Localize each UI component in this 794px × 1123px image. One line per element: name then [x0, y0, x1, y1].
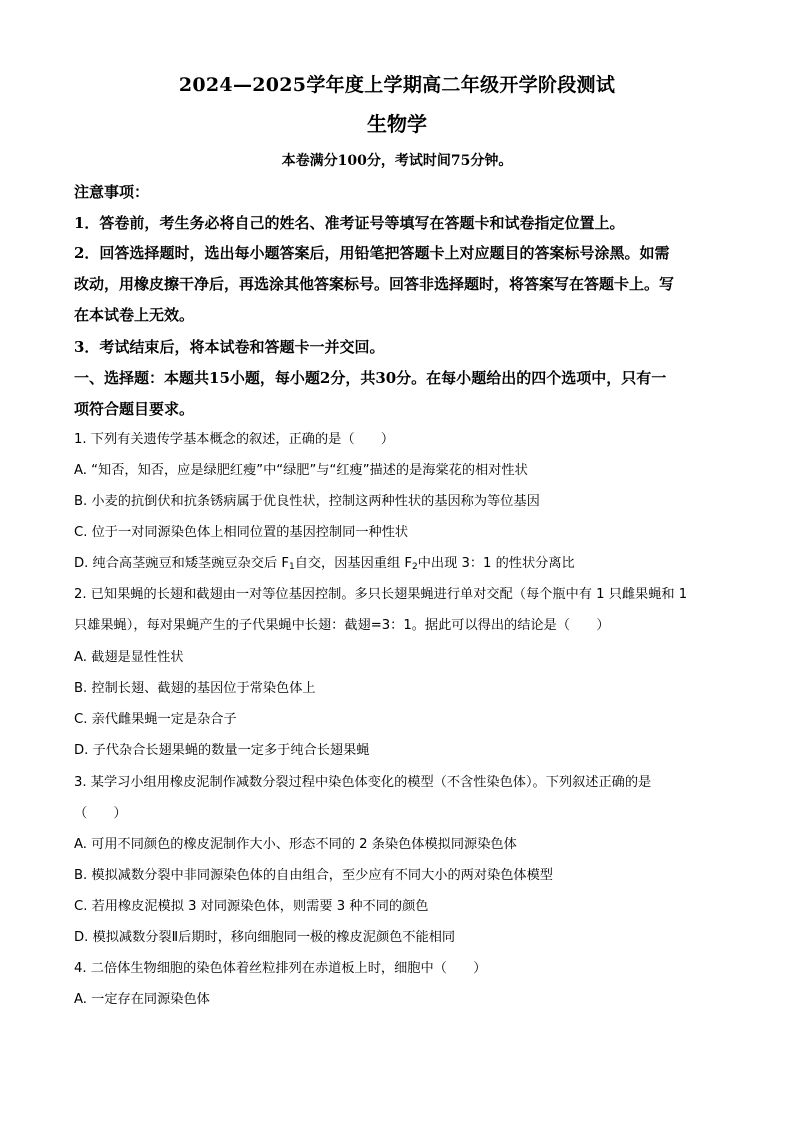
subject-title: 生物学: [367, 112, 427, 136]
question-3-stem: 3. 某学习小组用橡皮泥制作减数分裂过程中染色体变化的模型（不含性染色体）。下列叙述正确的是: [74, 775, 652, 790]
option-d-text-1: D. 纯合高茎豌豆和矮茎豌豆杂交后 F: [74, 556, 289, 571]
note-item-2-cont: 改动，用橡皮擦干净后，再选涂其他答案标号。回答非选择题时，将答案写在答题卡上。写: [74, 275, 675, 293]
question-4-stem: 4. 二倍体生物细胞的染色体着丝粒排列在赤道板上时，细胞中（ ）: [74, 961, 487, 976]
note-item-3: 3．考试结束后，将本试卷和答题卡一并交回。: [74, 338, 385, 356]
question-1-option-d: [74, 554, 724, 577]
notes-heading: 注意事项：: [74, 183, 150, 201]
question-2-option-b: B. 控制长翅、截翅的基因位于常染色体上: [74, 681, 316, 696]
option-d-text-2: 自交，因基因重组 F: [294, 556, 412, 571]
option-d-text-3: 中出现 3：1 的性状分离比: [417, 556, 575, 571]
question-2-option-c: C. 亲代雌果蝇一定是杂合子: [74, 712, 237, 727]
question-1-option-a: A. “知否，知否，应是绿肥红瘦”中“绿肥”与“红瘦”描述的是海棠花的相对性状: [74, 463, 528, 478]
question-2-option-d: D. 子代杂合长翅果蝇的数量一定多于纯合长翅果蝇: [74, 743, 370, 758]
note-item-2-end: 在本试卷上无效。: [74, 306, 195, 324]
question-3-option-a: A. 可用不同颜色的橡皮泥制作大小、形态不同的 2 条染色体模拟同源染色体: [74, 837, 517, 852]
question-3-stem-cont: （ ）: [74, 806, 127, 821]
section-heading: 一、选择题：本题共15小题，每小题2分，共30分。在每小题给出的四个选项中，只有一: [74, 369, 667, 387]
note-item-2: 2．回答选择题时，选出每小题答案后，用铅笔把答题卡上对应题目的答案标号涂黑。如需: [74, 244, 670, 262]
exam-title: 2024—2025学年度上学期高二年级开学阶段测试: [178, 74, 616, 96]
note-item-1: 1．答卷前，考生务必将自己的姓名、准考证号等填写在答题卡和试卷指定位置上。: [74, 214, 625, 232]
section-heading-cont: 项符合题目要求。: [74, 400, 195, 418]
question-3-option-b: B. 模拟减数分裂中非同源染色体的自由组合，至少应有不同大小的两对染色体模型: [74, 868, 553, 883]
question-4-option-a: A. 一定存在同源染色体: [74, 992, 210, 1007]
exam-info: 本卷满分100分，考试时间75分钟。: [281, 153, 513, 169]
question-1-option-c: C. 位于一对同源染色体上相同位置的基因控制同一种性状: [74, 525, 409, 540]
question-1-stem: 1. 下列有关遗传学基本概念的叙述，正确的是（ ）: [74, 432, 395, 447]
question-1-option-b: B. 小麦的抗倒伏和抗条锈病属于优良性状，控制这两种性状的基因称为等位基因: [74, 494, 540, 509]
question-3-option-c: C. 若用橡皮泥模拟 3 对同源染色体，则需要 3 种不同的颜色: [74, 899, 429, 914]
subscript-1: 1: [288, 562, 295, 572]
question-2-option-a: A. 截翅是显性性状: [74, 650, 184, 665]
question-3-option-d: D. 模拟减数分裂Ⅱ后期时，移向细胞同一极的橡皮泥颜色不能相同: [74, 930, 456, 945]
question-2-stem: 2. 已知果蝇的长翅和截翅由一对等位基因控制。多只长翅果蝇进行单对交配（每个瓶中有 1 只雌果蝇和 1: [74, 587, 688, 602]
question-2-stem-cont: 只雄果蝇），每对果蝇产生的子代果蝇中长翅：截翅=3：1。据此可以得出的结论是（ ）: [74, 618, 610, 633]
subscript-2: 2: [411, 562, 418, 572]
